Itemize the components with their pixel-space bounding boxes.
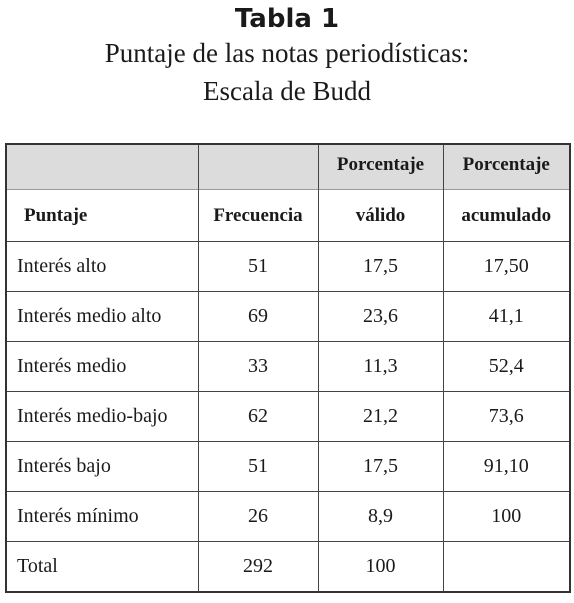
porcentaje-valido-cell: 100 [318, 542, 443, 593]
porcentaje-acumulado-cell: 52,4 [443, 342, 570, 392]
column-header-porcentaje-valido-bottom: válido [318, 190, 444, 241]
table-row [6, 492, 570, 542]
column-header-porcentaje-valido [318, 144, 443, 242]
row-label: Interés mínimo [6, 492, 198, 542]
porcentaje-acumulado-cell: 100 [443, 492, 570, 542]
column-header-puntaje-top [6, 145, 199, 190]
table-row [6, 292, 570, 342]
column-header-puntaje-bottom: Puntaje [6, 190, 199, 241]
column-header-frecuencia-top [198, 145, 319, 190]
row-label: Interés medio-bajo [6, 392, 198, 442]
table-row-total [6, 542, 570, 593]
column-header-porcentaje-acumulado [443, 144, 570, 242]
table-title: Tabla 1 [234, 4, 340, 34]
table-subtitle-line-2: Escala de Budd [203, 76, 371, 106]
frecuencia-cell: 51 [198, 242, 318, 292]
table-subtitle-line-1: Puntaje de las notas periodísticas: [104, 38, 470, 68]
porcentaje-valido-cell: 11,3 [318, 342, 443, 392]
row-label: Interés medio [6, 342, 198, 392]
column-header-porcentaje-acumulado-bottom: acumulado [443, 190, 571, 241]
porcentaje-acumulado-cell: 41,1 [443, 292, 570, 342]
column-header-porcentaje-valido-top: Porcentaje [318, 145, 444, 190]
row-label: Total [6, 542, 198, 593]
row-label: Interés bajo [6, 442, 198, 492]
row-label: Interés medio alto [6, 292, 198, 342]
row-label: Interés alto [6, 242, 198, 292]
column-header-frecuencia [198, 144, 318, 242]
table-row [6, 242, 570, 292]
table-row [6, 442, 570, 492]
column-header-porcentaje-acumulado-top: Porcentaje [443, 145, 571, 190]
frecuencia-cell: 33 [198, 342, 318, 392]
porcentaje-acumulado-cell [443, 542, 570, 593]
frecuencia-cell: 69 [198, 292, 318, 342]
porcentaje-valido-cell: 17,5 [318, 442, 443, 492]
frecuencia-cell: 51 [198, 442, 318, 492]
frecuencia-cell: 292 [198, 542, 318, 593]
frecuencia-cell: 62 [198, 392, 318, 442]
table-row [6, 342, 570, 392]
header-row [6, 144, 570, 242]
frecuencia-cell: 26 [198, 492, 318, 542]
porcentaje-valido-cell: 21,2 [318, 392, 443, 442]
porcentaje-valido-cell: 17,5 [318, 242, 443, 292]
porcentaje-valido-cell: 8,9 [318, 492, 443, 542]
porcentaje-acumulado-cell: 73,6 [443, 392, 570, 442]
porcentaje-valido-cell: 23,6 [318, 292, 443, 342]
column-header-frecuencia-bottom: Frecuencia [198, 190, 319, 241]
table-row [6, 392, 570, 442]
porcentaje-acumulado-cell: 17,50 [443, 242, 570, 292]
porcentaje-acumulado-cell: 91,10 [443, 442, 570, 492]
column-header-puntaje [6, 144, 198, 242]
score-table [5, 143, 571, 593]
